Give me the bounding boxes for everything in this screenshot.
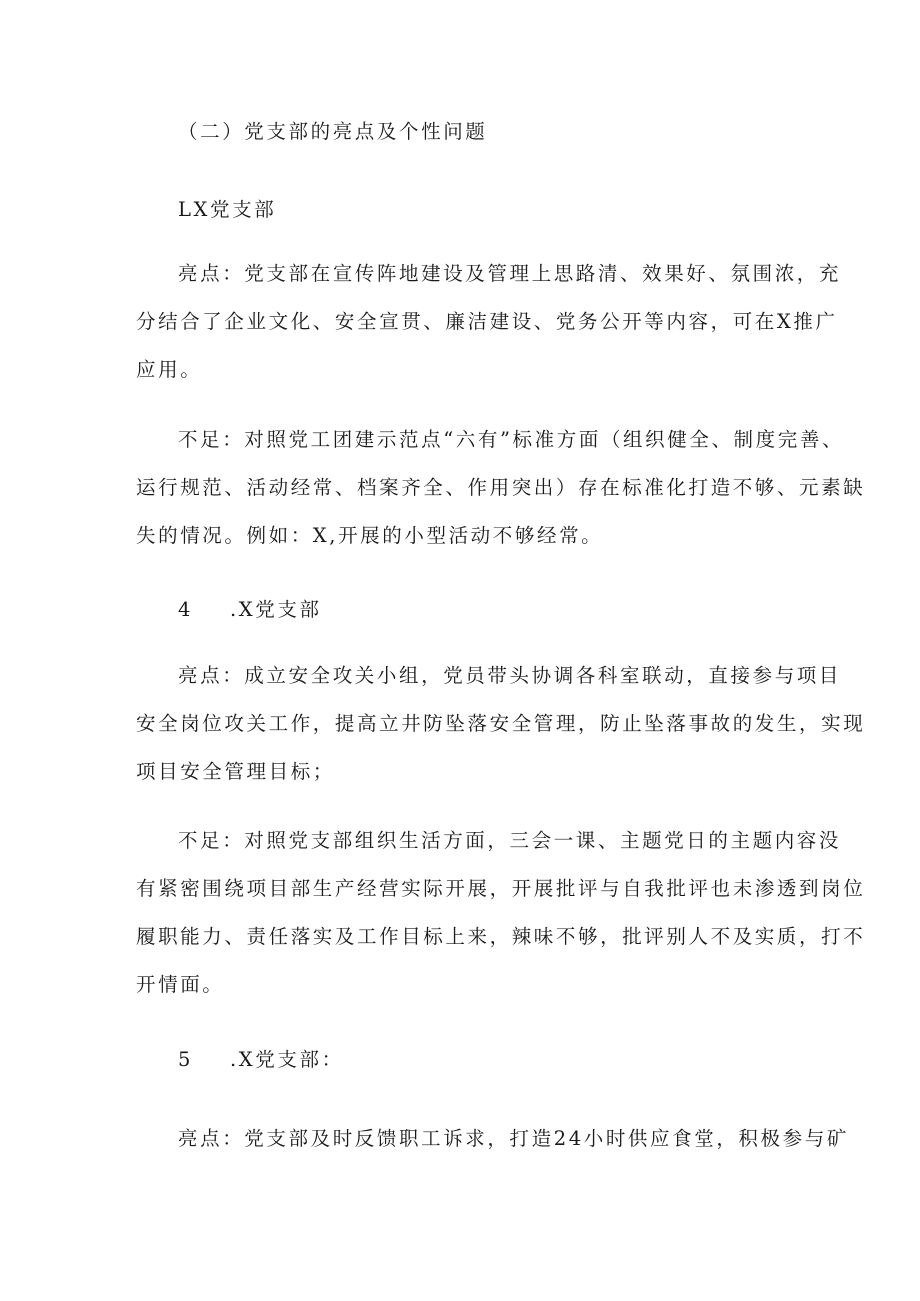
- branch-name: .X党支部: [230, 598, 322, 621]
- paragraph-line: 亮点：成立安全攻关小组，党员带头协调各科室联动，直接参与项目: [178, 664, 842, 687]
- paragraph-line: 不足：对照党支部组织生活方面，三会一课、主题党日的主题内容没: [178, 829, 842, 852]
- paragraph-line: 项目安全管理目标；: [136, 760, 335, 783]
- paragraph-line: 运行规范、活动经常、档案齐全、作用突出）存在标准化打造不够、元素缺: [136, 476, 866, 499]
- paragraph-line: 分结合了企业文化、安全宣贯、廉洁建设、党务公开等内容，可在X推广: [136, 310, 838, 333]
- branch-title-4: [178, 598, 322, 622]
- branch-title-5: [178, 1048, 344, 1072]
- paragraph-line: 亮点：党支部在宣传阵地建设及管理上思路清、效果好、氛围浓，充: [178, 262, 842, 285]
- branch-name: .X党支部：: [230, 1048, 344, 1071]
- section-title: （二）党支部的亮点及个性问题: [178, 120, 488, 143]
- branch-title-lx: LX党支部: [178, 198, 277, 221]
- paragraph-line: 有紧密围绕项目部生产经营实际开展，开展批评与自我批评也未渗透到岗位: [136, 877, 866, 900]
- paragraph-line: 不足：对照党工团建示范点“六有”标准方面（组织健全、制度完善、: [178, 428, 845, 451]
- branch-number: 4: [178, 598, 194, 621]
- paragraph-line: 应用。: [136, 358, 203, 381]
- paragraph-line: 安全岗位攻关工作，提高立井防坠落安全管理，防止坠落事故的发生，实现: [136, 712, 866, 735]
- branch-number: 5: [178, 1048, 194, 1071]
- paragraph-line: 开情面。: [136, 973, 225, 996]
- paragraph-line: 亮点：党支部及时反馈职工诉求，打造24小时供应食堂，积极参与矿: [178, 1127, 849, 1150]
- paragraph-line: 履职能力、责任落实及工作目标上来，辣味不够，批评别人不及实质，打不: [136, 925, 866, 948]
- paragraph-line: 失的情况。例如：X,开展的小型活动不够经常。: [136, 524, 604, 547]
